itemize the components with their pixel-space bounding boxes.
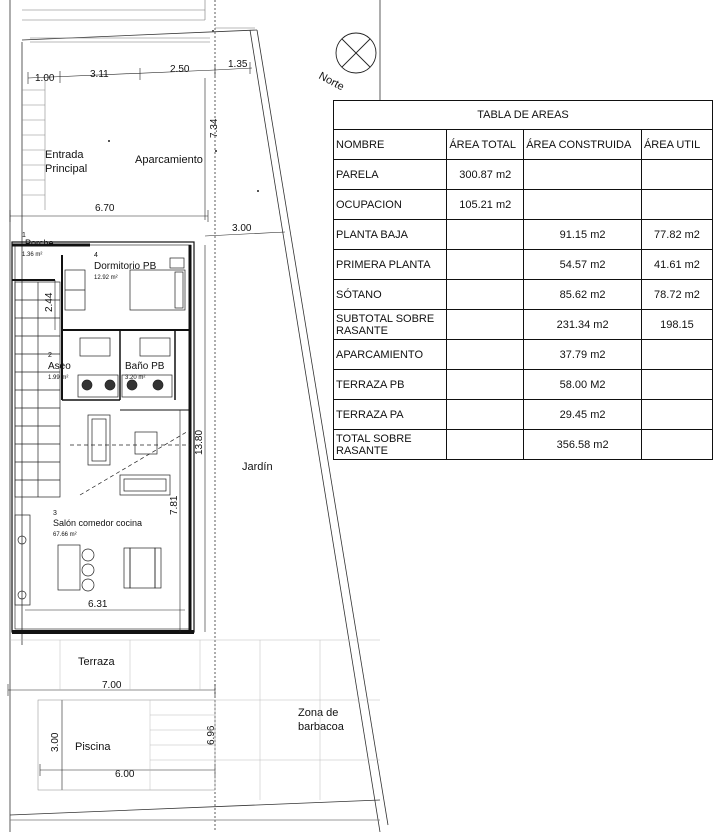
cell-name: APARCAMIENTO (334, 340, 447, 370)
room-name: Salón comedor cocina (53, 518, 143, 528)
room-name: Dormitorio PB (94, 261, 157, 272)
header-area-construida: ÁREA CONSTRUIDA (524, 130, 642, 160)
cell-total (447, 430, 524, 460)
cell-construida: 91.15 m2 (524, 220, 642, 250)
room-area: 1.99 m² (48, 375, 69, 381)
room-number: 1 (22, 232, 26, 239)
living-furniture (15, 415, 190, 605)
room-name: Aseo (48, 361, 71, 372)
cell-construida (524, 190, 642, 220)
top-strip (22, 0, 255, 42)
table-row (334, 430, 713, 460)
zone-entrada-line2: Principal (45, 163, 88, 175)
cell-total (447, 250, 524, 280)
dim-6-00: 6.00 (115, 769, 135, 780)
header-area-util: ÁREA UTIL (641, 130, 712, 160)
cell-name: PLANTA BAJA (334, 220, 447, 250)
dim-6-70: 6.70 (95, 203, 115, 214)
table-row (334, 280, 713, 310)
dim-3-00-top: 3.00 (232, 223, 252, 234)
entrance-steps (22, 80, 45, 210)
header-nombre: NOMBRE (334, 130, 447, 160)
zone-piscina: Piscina (75, 741, 111, 753)
table-row (334, 400, 713, 430)
cell-construida: 29.45 m2 (524, 400, 642, 430)
cell-total (447, 340, 524, 370)
dim-3-00-pool: 3.00 (50, 732, 61, 752)
cell-name: TERRAZA PA (334, 400, 447, 430)
cell-total (447, 370, 524, 400)
zone-jardin: Jardín (242, 461, 273, 473)
dim-2-44: 2.44 (44, 292, 55, 312)
dim-2-50: 2.50 (170, 64, 190, 75)
cell-name: TOTAL SOBRE RASANTE (334, 430, 447, 460)
dim-7-34: 7.34 (209, 118, 220, 138)
cell-construida: 54.57 m2 (524, 250, 642, 280)
table-row (334, 310, 713, 340)
cell-total (447, 280, 524, 310)
cell-name: TERRAZA PB (334, 370, 447, 400)
cell-name: PARELA (334, 160, 447, 190)
table-row (334, 340, 713, 370)
room-number: 4 (94, 252, 98, 259)
dim-1-35: 1.35 (228, 59, 248, 70)
cell-construida: 231.34 m2 (524, 310, 642, 340)
table-title: TABLA DE AREAS (334, 101, 713, 130)
room-dormitorio (94, 252, 157, 281)
cell-util (641, 370, 712, 400)
cell-total (447, 400, 524, 430)
dim-6-96: 6.96 (206, 725, 217, 745)
room-area: 1.36 m² (22, 252, 43, 258)
cell-total: 300.87 m2 (447, 160, 524, 190)
cell-construida: 37.79 m2 (524, 340, 642, 370)
cell-util (641, 190, 712, 220)
room-number: 2 (48, 352, 52, 359)
room-porche (22, 232, 54, 258)
dim-13-80: 13.80 (194, 429, 205, 455)
cell-util (641, 400, 712, 430)
room-bano (125, 361, 165, 381)
house-walls (12, 242, 194, 632)
room-name: Porche (25, 238, 54, 248)
zone-barbacoa-line2: barbacoa (298, 721, 344, 733)
cell-total (447, 310, 524, 340)
room-number: 3 (53, 510, 57, 517)
cell-util: 198.15 (641, 310, 712, 340)
cell-construida: 58.00 M2 (524, 370, 642, 400)
cell-name: PRIMERA PLANTA (334, 250, 447, 280)
dim-7-81: 7.81 (169, 495, 180, 515)
cell-util (641, 430, 712, 460)
north-compass (317, 33, 376, 93)
table-caption-row (334, 101, 713, 130)
table-row (334, 250, 713, 280)
dim-3-11: 3.11 (90, 69, 109, 80)
cell-util (641, 340, 712, 370)
cell-construida: 85.62 m2 (524, 280, 642, 310)
cell-name: SÓTANO (334, 280, 447, 310)
cell-construida (524, 160, 642, 190)
cell-total: 105.21 m2 (447, 190, 524, 220)
dim-1-00: 1.00 (35, 73, 55, 84)
table-row (334, 370, 713, 400)
room-salon (53, 510, 142, 538)
north-label: Norte (316, 70, 346, 94)
cell-total (447, 220, 524, 250)
table-row (334, 220, 713, 250)
zone-terraza: Terraza (78, 656, 115, 668)
table-header-row (334, 130, 713, 160)
zone-aparcamiento: Aparcamiento (135, 154, 203, 166)
table-row (334, 190, 713, 220)
room-name: Baño PB (125, 361, 165, 372)
cell-util: 77.82 m2 (641, 220, 712, 250)
cell-construida: 356.58 m2 (524, 430, 642, 460)
dim-6-31: 6.31 (88, 599, 108, 610)
cell-util: 78.72 m2 (641, 280, 712, 310)
cell-util (641, 160, 712, 190)
cell-name: SUBTOTAL SOBRE RASANTE (334, 310, 447, 340)
room-area: 3.20 m² (125, 375, 146, 381)
cell-name: OCUPACION (334, 190, 447, 220)
header-area-total: ÁREA TOTAL (447, 130, 524, 160)
cell-util: 41.61 m2 (641, 250, 712, 280)
zone-barbacoa-line1: Zona de (298, 707, 339, 719)
room-aseo (48, 352, 71, 381)
area-table (333, 100, 713, 460)
terrace-grid (10, 640, 380, 800)
dim-7-00: 7.00 (102, 680, 122, 691)
parking-markers (108, 30, 259, 192)
room-area: 67.66 m² (53, 532, 77, 538)
zone-entrada-line1: Entrada (45, 149, 84, 161)
room-area: 12.92 m² (94, 275, 118, 281)
table-row (334, 160, 713, 190)
